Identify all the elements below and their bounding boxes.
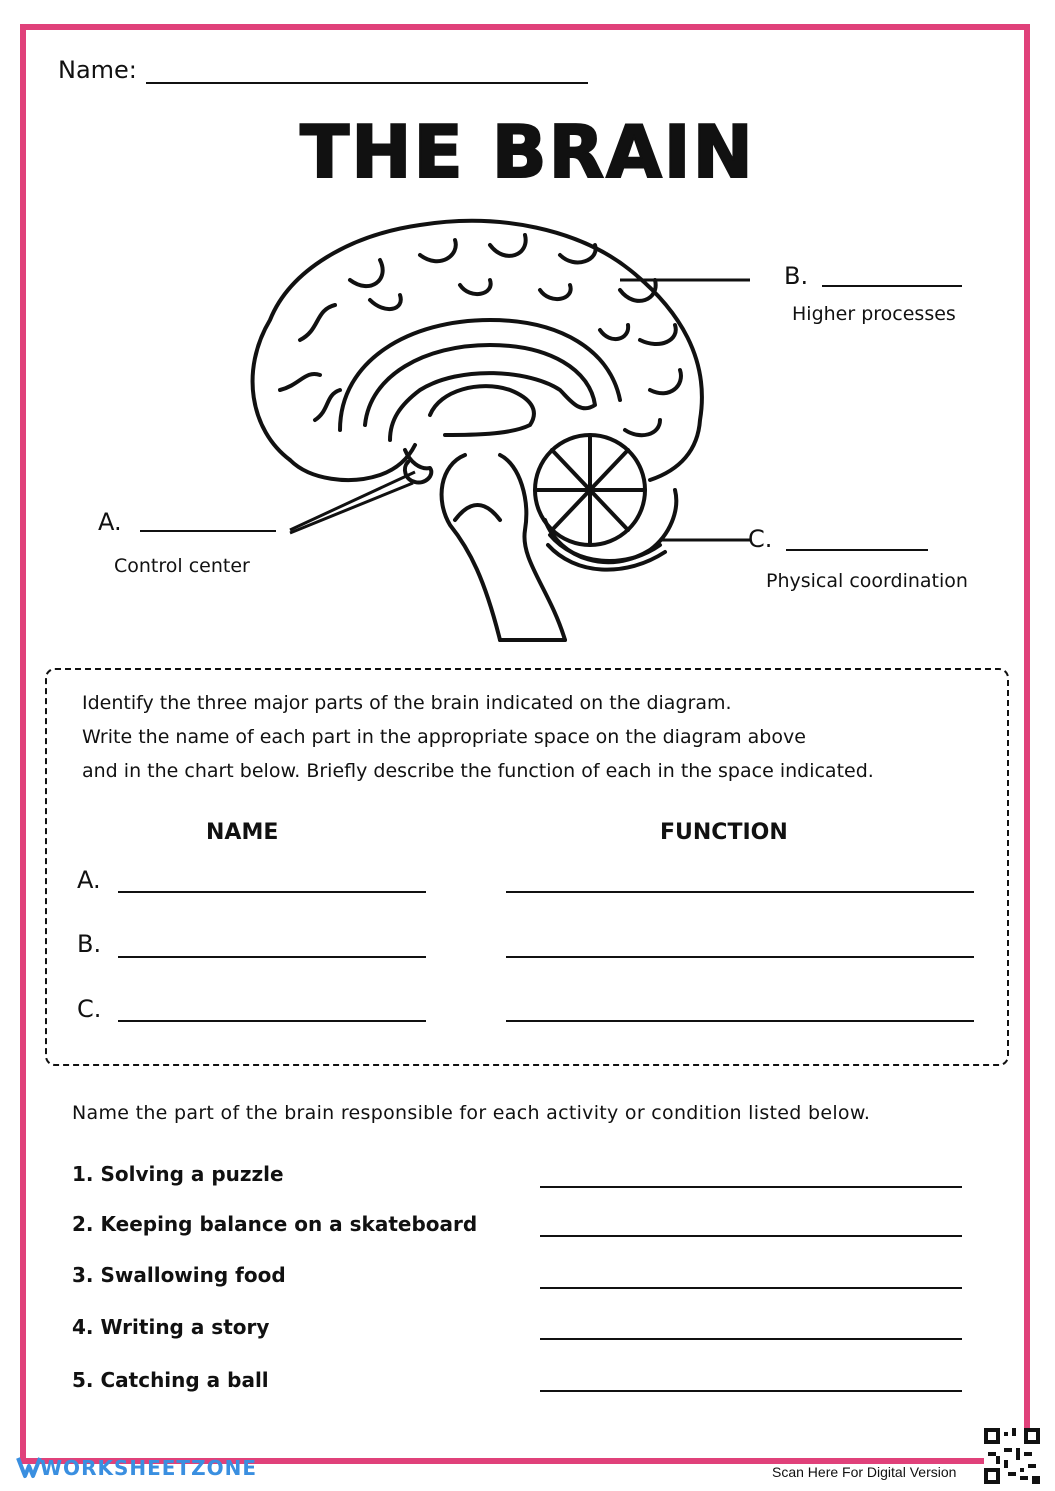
worksheetzone-logo-icon: [16, 1454, 42, 1480]
answer-line-5[interactable]: [540, 1390, 962, 1392]
leader-line-a: [288, 478, 418, 538]
diagram-caption-a: Control center: [114, 555, 250, 577]
question-item-2: 2. Keeping balance on a skateboard: [72, 1212, 478, 1236]
diagram-answer-b[interactable]: [822, 285, 962, 287]
name-label: Name:: [58, 56, 137, 84]
diagram-label-c: C.: [748, 525, 773, 553]
scan-text: Scan Here For Digital Version: [772, 1464, 957, 1480]
brain-diagram: [230, 200, 750, 650]
chart-name-c[interactable]: [118, 1020, 426, 1022]
diagram-label-a: A.: [98, 508, 122, 536]
diagram-caption-c: Physical coordination: [766, 570, 968, 592]
chart-name-a[interactable]: [118, 891, 426, 893]
chart-row-label-c: C.: [77, 995, 102, 1023]
name-column-header: NAME: [206, 820, 279, 845]
name-field-line[interactable]: [146, 82, 588, 84]
worksheetzone-logo[interactable]: WORKSHEETZONE: [40, 1456, 257, 1480]
function-column-header: FUNCTION: [660, 820, 788, 845]
chart-row-label-b: B.: [77, 930, 102, 958]
question-item-4: 4. Writing a story: [72, 1315, 270, 1339]
question-item-1: 1. Solving a puzzle: [72, 1162, 284, 1186]
diagram-answer-a[interactable]: [140, 530, 276, 532]
diagram-answer-c[interactable]: [786, 549, 928, 551]
answer-line-1[interactable]: [540, 1186, 962, 1188]
page-title: THE BRAIN: [300, 110, 755, 194]
qr-code-icon[interactable]: [984, 1428, 1040, 1484]
chart-name-b[interactable]: [118, 956, 426, 958]
chart-row-label-a: A.: [77, 866, 101, 894]
question-item-3: 3. Swallowing food: [72, 1263, 286, 1287]
instruction-line-2: Write the name of each part in the appropriate space on the diagram above: [82, 726, 806, 748]
answer-line-3[interactable]: [540, 1287, 962, 1289]
instruction-line-1: Identify the three major parts of the brain indicated on the diagram.: [82, 692, 732, 714]
answer-line-4[interactable]: [540, 1338, 962, 1340]
chart-function-a[interactable]: [506, 891, 974, 893]
diagram-label-b: B.: [784, 262, 809, 290]
answer-line-2[interactable]: [540, 1235, 962, 1237]
chart-function-c[interactable]: [506, 1020, 974, 1022]
questions-intro: Name the part of the brain responsible for each activity or condition listed below.: [72, 1102, 871, 1124]
diagram-caption-b: Higher processes: [792, 303, 956, 325]
chart-function-b[interactable]: [506, 956, 974, 958]
question-item-5: 5. Catching a ball: [72, 1368, 269, 1392]
instruction-line-3: and in the chart below. Briefly describe the function of each in the space indicated.: [82, 760, 874, 782]
